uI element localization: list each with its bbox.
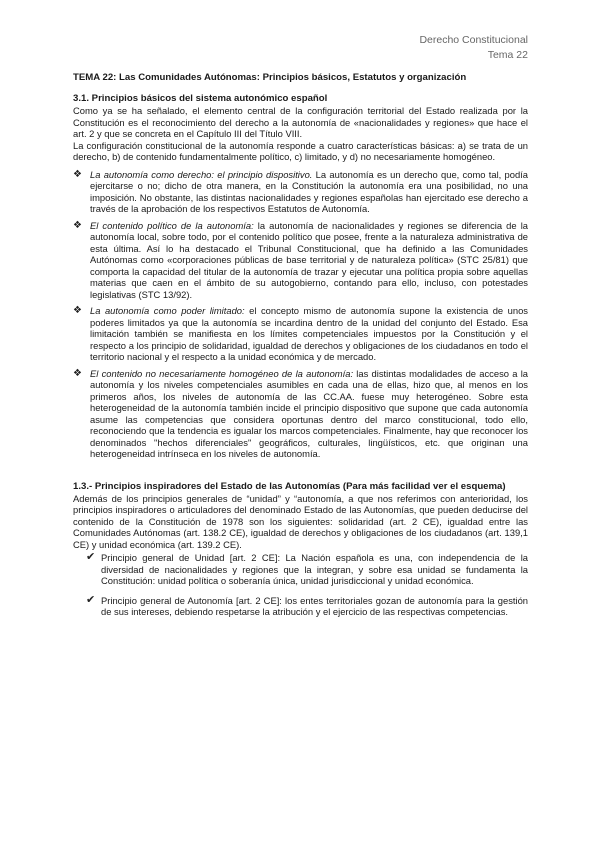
list-item	[73, 368, 528, 460]
diamond-bullet-icon: ❖	[73, 305, 82, 316]
section-intro-paragraph: Además de los principios generales de “unidad” y “autonomía, a que nos referimos con anterioridad, los principios inspiradores o articuladores del denominado Estado de las Autonomías, que pueden deducirse del contenido de la Constitución de 1978 son los siguientes: solidaridad (art. 2 CE), igualdad entre las Comunidades Autónomas (art. 138.2 CE), igualdad de derechos y obligaciones de los ciudadanos (art. 139,1 CE) y unidad económica (art. 139.2 CE).	[73, 492, 528, 550]
item-text: el concepto mismo de autonomía supone la existencia de unos poderes limitados ya que la autonomía se incardina dentro de la unidad del conjunto del Estado. Esa limitación también se manifiesta en los límites competenciales impuestos por la Constitución y el respecto a los principio de solidaridad, igualdad de derechos y obligaciones de los ciudadanos en todo el territorio nacional y el respecto a la unidad económica y de mercado.	[90, 305, 528, 362]
item-text: Principio general de Unidad [art. 2 CE]: La Nación española es una, con independencia de la diversidad de nacionalidades y regiones que la integran, y sobre esa unidad se fundamenta la Constitución: unidad política o soberanía única, unidad jurisdiccional y unidad económica.	[101, 552, 528, 586]
section-intro-paragraph: La configuración constitucional de la autonomía responde a cuatro características básicas: a) se trata de un derecho, b) de contenido fundamentalmente político, c) limitado, y d) no necesariamente homogéneo.	[73, 139, 528, 162]
list-item	[73, 169, 528, 215]
section-principios-basicos	[73, 93, 528, 460]
document-body	[73, 72, 528, 626]
item-text: La autonomía es un derecho que, como tal, podía ejercitarse o no; dicho de otra manera, en la Constitución la autonomía era una posibilidad, no una imposición. No obstante, las distintas nacionalidades y regiones españolas han ejercitado ese derecho a través de la aprobación de los respectivos Estatutos de Autonomía.	[90, 168, 528, 214]
checkmark-icon: ✔	[86, 551, 96, 563]
diamond-bullet-icon: ❖	[73, 367, 82, 379]
item-text: Principio general de Autonomía [art. 2 CE]: los entes territoriales gozan de autonomía para la gestión de sus intereses, debiendo respetarse la atribución y el ejercicio de las respectivas competencias.	[101, 594, 528, 617]
list-item	[73, 552, 528, 587]
list-item	[73, 595, 528, 618]
item-lead: El contenido político de la autonomía:	[90, 219, 254, 231]
section-heading: 3.1. Principios básicos del sistema autonómico español	[73, 93, 328, 104]
page-header	[419, 33, 528, 63]
checkmark-icon: ✔	[86, 593, 96, 606]
header-topic: Tema 22	[487, 49, 528, 61]
item-lead: El contenido no necesariamente homogéneo de la autonomía:	[90, 367, 354, 379]
item-text: las distintas modalidades de acceso a la autonomía y los niveles competenciales asumibles en cada una de ellas, hizo que, al menos en los primeros años, los niveles de autonomía de las CC.AA. fuese muy heterogéneo. Sobre esta heterogeneidad de la autonomía también incide el principio dispositivo que supone que cada autonomía asume las competencias que considera oportunas dentro del marco constitucional, todo ello, reconociendo que la tendencia es igualar los marcos competenciales. Finalmente, hay que reconocer los denominados "hechos diferenciales" geográficos, culturales, lingüísticos, etc. que originan una heterogeneidad intrínseca en los niveles de autonomía.	[90, 367, 528, 459]
diamond-bullet-icon: ❖	[73, 168, 82, 180]
list-item	[73, 305, 528, 363]
item-text: la autonomía de nacionalidades y regiones se diferencia de la autonomía local, sobre todo, por el contenido político que posee, frente a la naturaleza administrativa de esta última. Así lo ha destacado el Tribunal Constitucional, que ha definido a las Comunidades Autónomas como «corporaciones públicas de base territorial y de naturaleza política» (STC 25/81) que comporta la capacidad del titular de la autonomía de trazar y ejecutar una política propia sobre aquellas materias que caen en el ámbito de su autogobierno, contando para ello, incluso, con potestades legislativas (STC 13/92).	[90, 219, 528, 300]
list-item	[73, 220, 528, 301]
principles-list	[73, 552, 528, 618]
section-heading: 1.3.- Principios inspiradores del Estado de las Autonomías (Para más facilidad ver el esquema)	[73, 480, 506, 492]
section-intro-paragraph: Como ya se ha señalado, el elemento central de la configuración territorial del Estado realizada por la Constitución es el reconocimiento del derecho a la autonomía de «nacionalidades y regiones» que hace el art. 2 y que se concreta en el Capítulo III del Título VIII.	[73, 105, 528, 139]
characteristics-list	[73, 169, 528, 460]
item-lead: La autonomía como derecho: el principio dispositivo.	[90, 168, 313, 180]
diamond-bullet-icon: ❖	[73, 219, 82, 231]
document-title: TEMA 22: Las Comunidades Autónomas: Principios básicos, Estatutos y organización	[73, 72, 467, 83]
section-principios-inspiradores	[73, 481, 528, 618]
header-subject: Derecho Constitucional	[419, 34, 528, 46]
item-lead: La autonomía como poder limitado:	[90, 305, 245, 316]
